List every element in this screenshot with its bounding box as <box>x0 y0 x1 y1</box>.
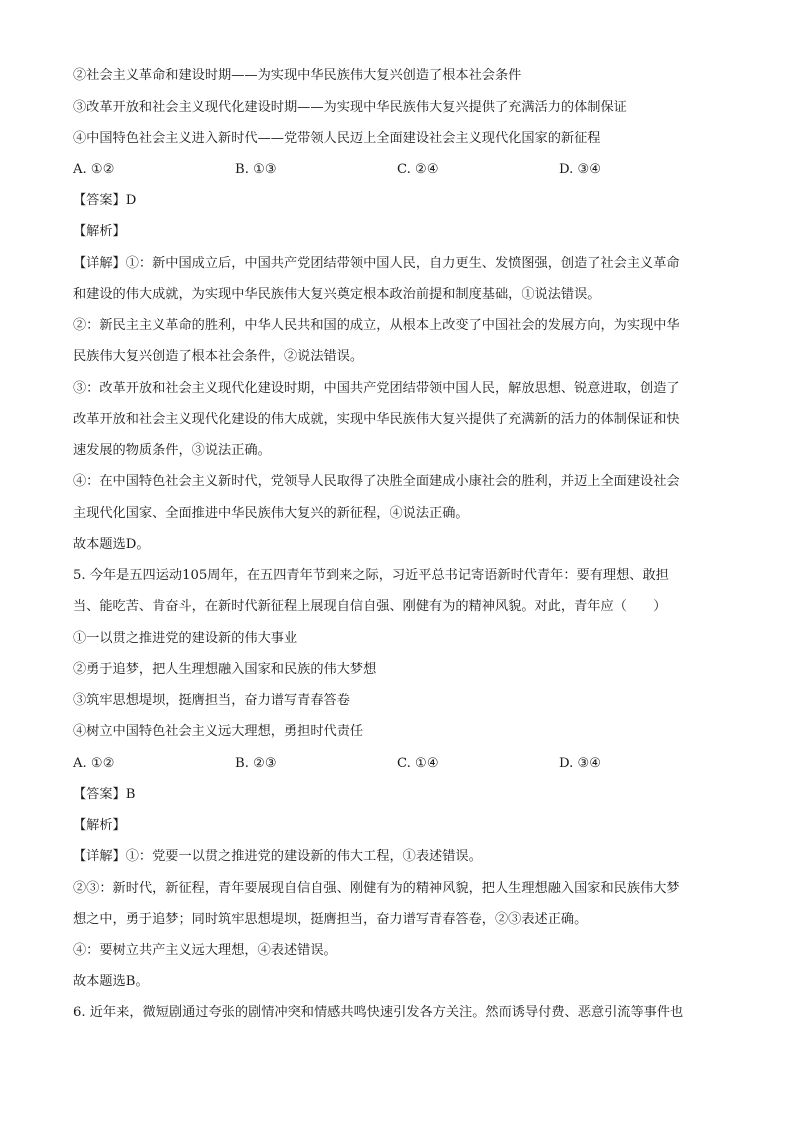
q5-detail-line: 【详解】①：党要一以贯之推进党的建设新的伟大工程，①表述错误。 <box>73 849 482 864</box>
q4-detail-line: 主现代化国家、全面推进中华民族伟大复兴的新征程，④说法正确。 <box>73 506 469 521</box>
q4-option-d: D. ③④ <box>559 162 602 177</box>
q5-stem-line: 当、能吃苦、肯奋斗，在新时代新征程上展现自信自强、刚健有为的精神风貌。对此，青年应（ ） <box>73 599 667 614</box>
q5-detail-line: ②③：新时代，新征程，青年要展现自信自强、刚健有为的精神风貌，把人生理想融入国家和民族伟大梦 <box>73 881 680 896</box>
q4-detail-line: 和建设的伟大成就，为实现中华民族伟大复兴奠定根本政治前提和制度基础，①说法错误。 <box>73 287 601 302</box>
q5-answer: 【答案】B <box>73 787 136 802</box>
q4-detail-line: 速发展的物质条件，③说法正确。 <box>73 443 271 458</box>
q5-item-2: ②勇于追梦，把人生理想融入国家和民族的伟大梦想 <box>73 662 377 677</box>
q4-option-c: C. ②④ <box>397 162 439 177</box>
q5-option-d: D. ③④ <box>559 756 602 771</box>
q5-detail-line: ④：要树立共产主义远大理想，④表述错误。 <box>73 943 337 958</box>
q4-detail-line: 民族伟大复兴创造了根本社会条件，②说法错误。 <box>73 349 364 364</box>
q5-option-c: C. ①④ <box>397 756 439 771</box>
q4-detail-line: ④：在中国特色社会主义新时代，党领导人民取得了决胜全面建成小康社会的胜利，并迈上全面建设社会 <box>73 474 680 489</box>
q5-stem-line: 5. 今年是五四运动105周年，在五四青年节到来之际，习近平总书记寄语新时代青年：要有理想、敢担 <box>73 568 669 583</box>
q5-option-a: A. ①② <box>73 756 115 771</box>
q6-stem-line: 6. 近年来，微短剧通过夸张的剧情冲突和情感共鸣快速引发各方关注。然而诱导付费、恶意引流等事件也 <box>73 1005 684 1020</box>
q4-detail-line: 改革开放和社会主义现代化建设的伟大成就，实现中华民族伟大复兴提供了充满新的活力的体制保证和快 <box>73 412 680 427</box>
q5-item-3: ③筑牢思想堤坝，挺膺担当，奋力谱写青春答卷 <box>73 693 350 708</box>
q5-item-1: ①一以贯之推进党的建设新的伟大事业 <box>73 631 298 646</box>
q4-conclusion: 故本题选D。 <box>73 537 150 552</box>
q5-options <box>73 755 733 773</box>
q5-analysis-label: 【解析】 <box>73 818 126 833</box>
q4-item-3: ③改革开放和社会主义现代化建设时期——为实现中华民族伟大复兴提供了充满活力的体制保证 <box>73 100 627 115</box>
q5-conclusion: 故本题选B。 <box>73 974 149 989</box>
q5-detail-line: 想之中，勇于追梦；同时筑牢思想堤坝，挺膺担当，奋力谱写青春答卷，②③表述正确。 <box>73 912 588 927</box>
q4-detail-line: ③：改革开放和社会主义现代化建设时期，中国共产党团结带领中国人民，解放思想、锐意进取，创造了 <box>73 381 680 396</box>
q4-detail-line: ②：新民主主义革命的胜利，中华人民共和国的成立，从根本上改变了中国社会的发展方向，为实现中华 <box>73 318 680 333</box>
q4-option-b: B. ①③ <box>235 162 277 177</box>
q4-detail-line: 【详解】①：新中国成立后，中国共产党团结带领中国人民，自力更生、发愤图强，创造了社会主义革命 <box>73 256 680 271</box>
q4-item-4: ④中国特色社会主义进入新时代——党带领人民迈上全面建设社会主义现代化国家的新征程 <box>73 131 601 146</box>
q5-option-b: B. ②③ <box>235 756 277 771</box>
q4-item-2: ②社会主义革命和建设时期——为实现中华民族伟大复兴创造了根本社会条件 <box>73 68 522 83</box>
q4-option-a: A. ①② <box>73 162 115 177</box>
q5-item-4: ④树立中国特色社会主义远大理想，勇担时代责任 <box>73 724 364 739</box>
q4-answer: 【答案】D <box>73 193 137 208</box>
q4-options <box>73 161 733 179</box>
q4-analysis-label: 【解析】 <box>73 224 126 239</box>
